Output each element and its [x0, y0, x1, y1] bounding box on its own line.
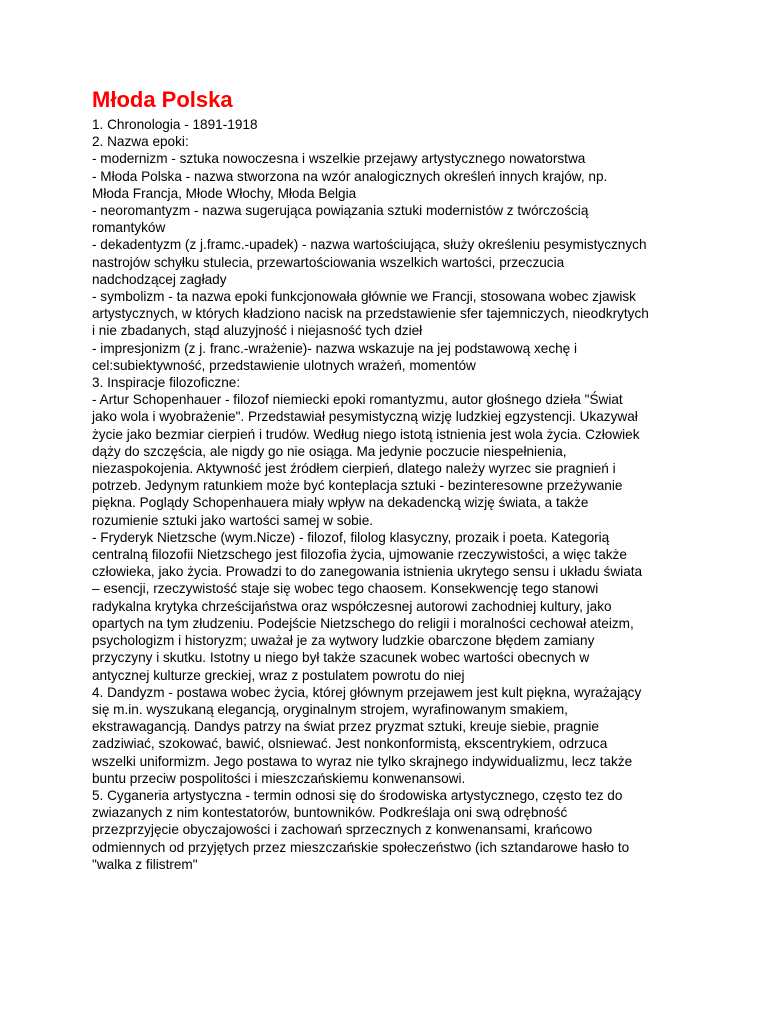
text-line: opartych na tym złudzeniu. Podejście Nietzschego do religii i moralności cechował ateizm,: [92, 615, 634, 631]
document-page: [92, 86, 692, 873]
text-line: się m.in. wyszukaną elegancją, oryginalnym strojem, wyrafinowanym smakiem,: [92, 701, 568, 717]
text-line: 1. Chronologia - 1891-1918: [92, 117, 258, 132]
text-line: zadziwiać, szokować, bawić, olsniewać. Jest nonkonformistą, ekscentrykiem, odrzuca: [92, 736, 608, 752]
text-line: 3. Inspiracje filozoficzne:: [92, 375, 241, 391]
page-title: Młoda Polska: [92, 87, 233, 112]
document-body: [92, 116, 692, 873]
text-line: - symbolizm - ta nazwa epoki funkcjonowała głównie we Francji, stosowana wobec zjawisk: [92, 289, 636, 305]
text-line: buntu przeciw pospolitości i mieszczańskiemu konwenansowi.: [92, 770, 466, 786]
text-line: psychologizm i historyzm; uważał je za wytwory ludzkie obarczone błędem zamiany: [92, 633, 595, 649]
text-line: centralną filozofii Nietzschego jest filozofia życia, ujmowanie rzeczywistości, a więc także: [92, 547, 627, 563]
text-line: i nie zbadanych, stąd aluzyjność i niejasność tych dzieł: [92, 323, 423, 339]
text-line: odmiennych od przyjętych przez mieszczańskie społeczeństwo (ich sztandarowe hasło to: [92, 839, 630, 855]
text-line: - modernizm - sztuka nowoczesna i wszelkie przejawy artystycznego nowatorstwa: [92, 151, 586, 167]
text-line: - impresjonizm (z j. franc.-wrażenie)- nazwa wskazuje na jej podstawową xechę i: [92, 340, 578, 356]
text-line: zwiazanych z nim kontestatorów, buntowników. Podkreślaja oni swą odrębność: [92, 805, 568, 821]
text-line: radykalna krytyka chrześcijaństwa oraz współczesnej autorowi zachodniej kultury, jako: [92, 598, 612, 614]
text-line: "walka z filistrem": [92, 856, 198, 872]
text-line: przezprzyjęcie obyczajowości i zachowań sprzecznych z konwenansami, krańcowo: [92, 822, 593, 838]
text-line: 2. Nazwa epoki:: [92, 134, 189, 150]
text-line: – esencji, rzeczywistość staje się wobec tego chaosem. Konsekwencję tego stanowi: [92, 581, 599, 597]
text-line: 4. Dandyzm - postawa wobec życia, której głównym przejawem jest kult piękna, wyrażający: [92, 684, 642, 700]
text-line: nastrojów schyłku stulecia, przewartościowania wszelkich wartości, przeczucia: [92, 254, 565, 270]
text-line: antycznej kulturze greckiej, wraz z postulatem powrotu do niej: [92, 667, 465, 683]
text-line: Młoda Francja, Młode Włochy, Młoda Belgia: [92, 185, 357, 201]
text-line: życie jako bezmiar cierpień i trudów. Według niego istotą istnienia jest wola życia. Człowiek: [92, 426, 640, 442]
text-line: człowieka, jako życia. Prowadzi to do zanegowania istnienia ukrytego sensu i układu świata: [92, 564, 643, 580]
text-line: - neoromantyzm - nazwa sugerująca powiązania sztuki modernistów z twórczością: [92, 203, 589, 219]
text-line: - Młoda Polska - nazwa stworzona na wzór analogicznych określeń innych krajów, np.: [92, 168, 608, 184]
text-line: przyczyny i skutku. Istotny u niego był także szacunek wobec wartości obecnych w: [92, 650, 590, 666]
text-line: artystycznych, w których kładziono nacisk na przedstawienie sfer tajemniczych, nieodkrytych: [92, 306, 649, 322]
text-line: ekstrawagancją. Dandys patrzy na świat przez pryzmat sztuki, kreuje siebie, pragnie: [92, 719, 599, 735]
text-line: niezaspokojenia. Aktywność jest źródłem cierpień, dlatego należy wyrzec sie pragnień i: [92, 461, 616, 477]
text-line: - Fryderyk Nietzsche (wym.Nicze) - filozof, filolog klasyczny, prozaik i poeta. Kategorią: [92, 529, 610, 545]
text-line: potrzeb. Jedynym ratunkiem może być konteplacja sztuki - bezinteresowne przeżywanie: [92, 478, 623, 494]
text-line: nadchodzącej zagłady: [92, 271, 227, 287]
text-line: wszelki uniformizm. Jego postawa to wyraz nie tylko skrajnego indywidualizmu, lecz także: [92, 753, 633, 769]
text-line: rozumienie sztuki jako wartości samej w sobie.: [92, 512, 374, 528]
text-line: - dekadentyzm (z j.framc.-upadek) - nazwa wartościująca, służy określeniu pesymistycznych: [92, 237, 647, 253]
text-line: dąży do szczęścia, ale nigdy go nie osiąga. Ma jedynie poczucie niespełnienia,: [92, 443, 567, 459]
text-line: 5. Cyganeria artystyczna - termin odnosi się do środowiska artystycznego, często tez do: [92, 787, 623, 803]
text-line: piękna. Poglądy Schopenhauera miały wpływ na dekadencką wizję świata, a także: [92, 495, 589, 511]
text-line: romantyków: [92, 220, 166, 236]
text-line: jako wola i wyobrażenie". Przedstawiał pesymistyczną wizję ludzkiej egzystencji. Ukazywał: [92, 409, 638, 425]
text-line: cel:subiektywność, przedstawienie ulotnych wrażeń, momentów: [92, 357, 476, 373]
text-line: - Artur Schopenhauer - filozof niemiecki epoki romantyzmu, autor głośnego dzieła "Świat: [92, 392, 623, 408]
